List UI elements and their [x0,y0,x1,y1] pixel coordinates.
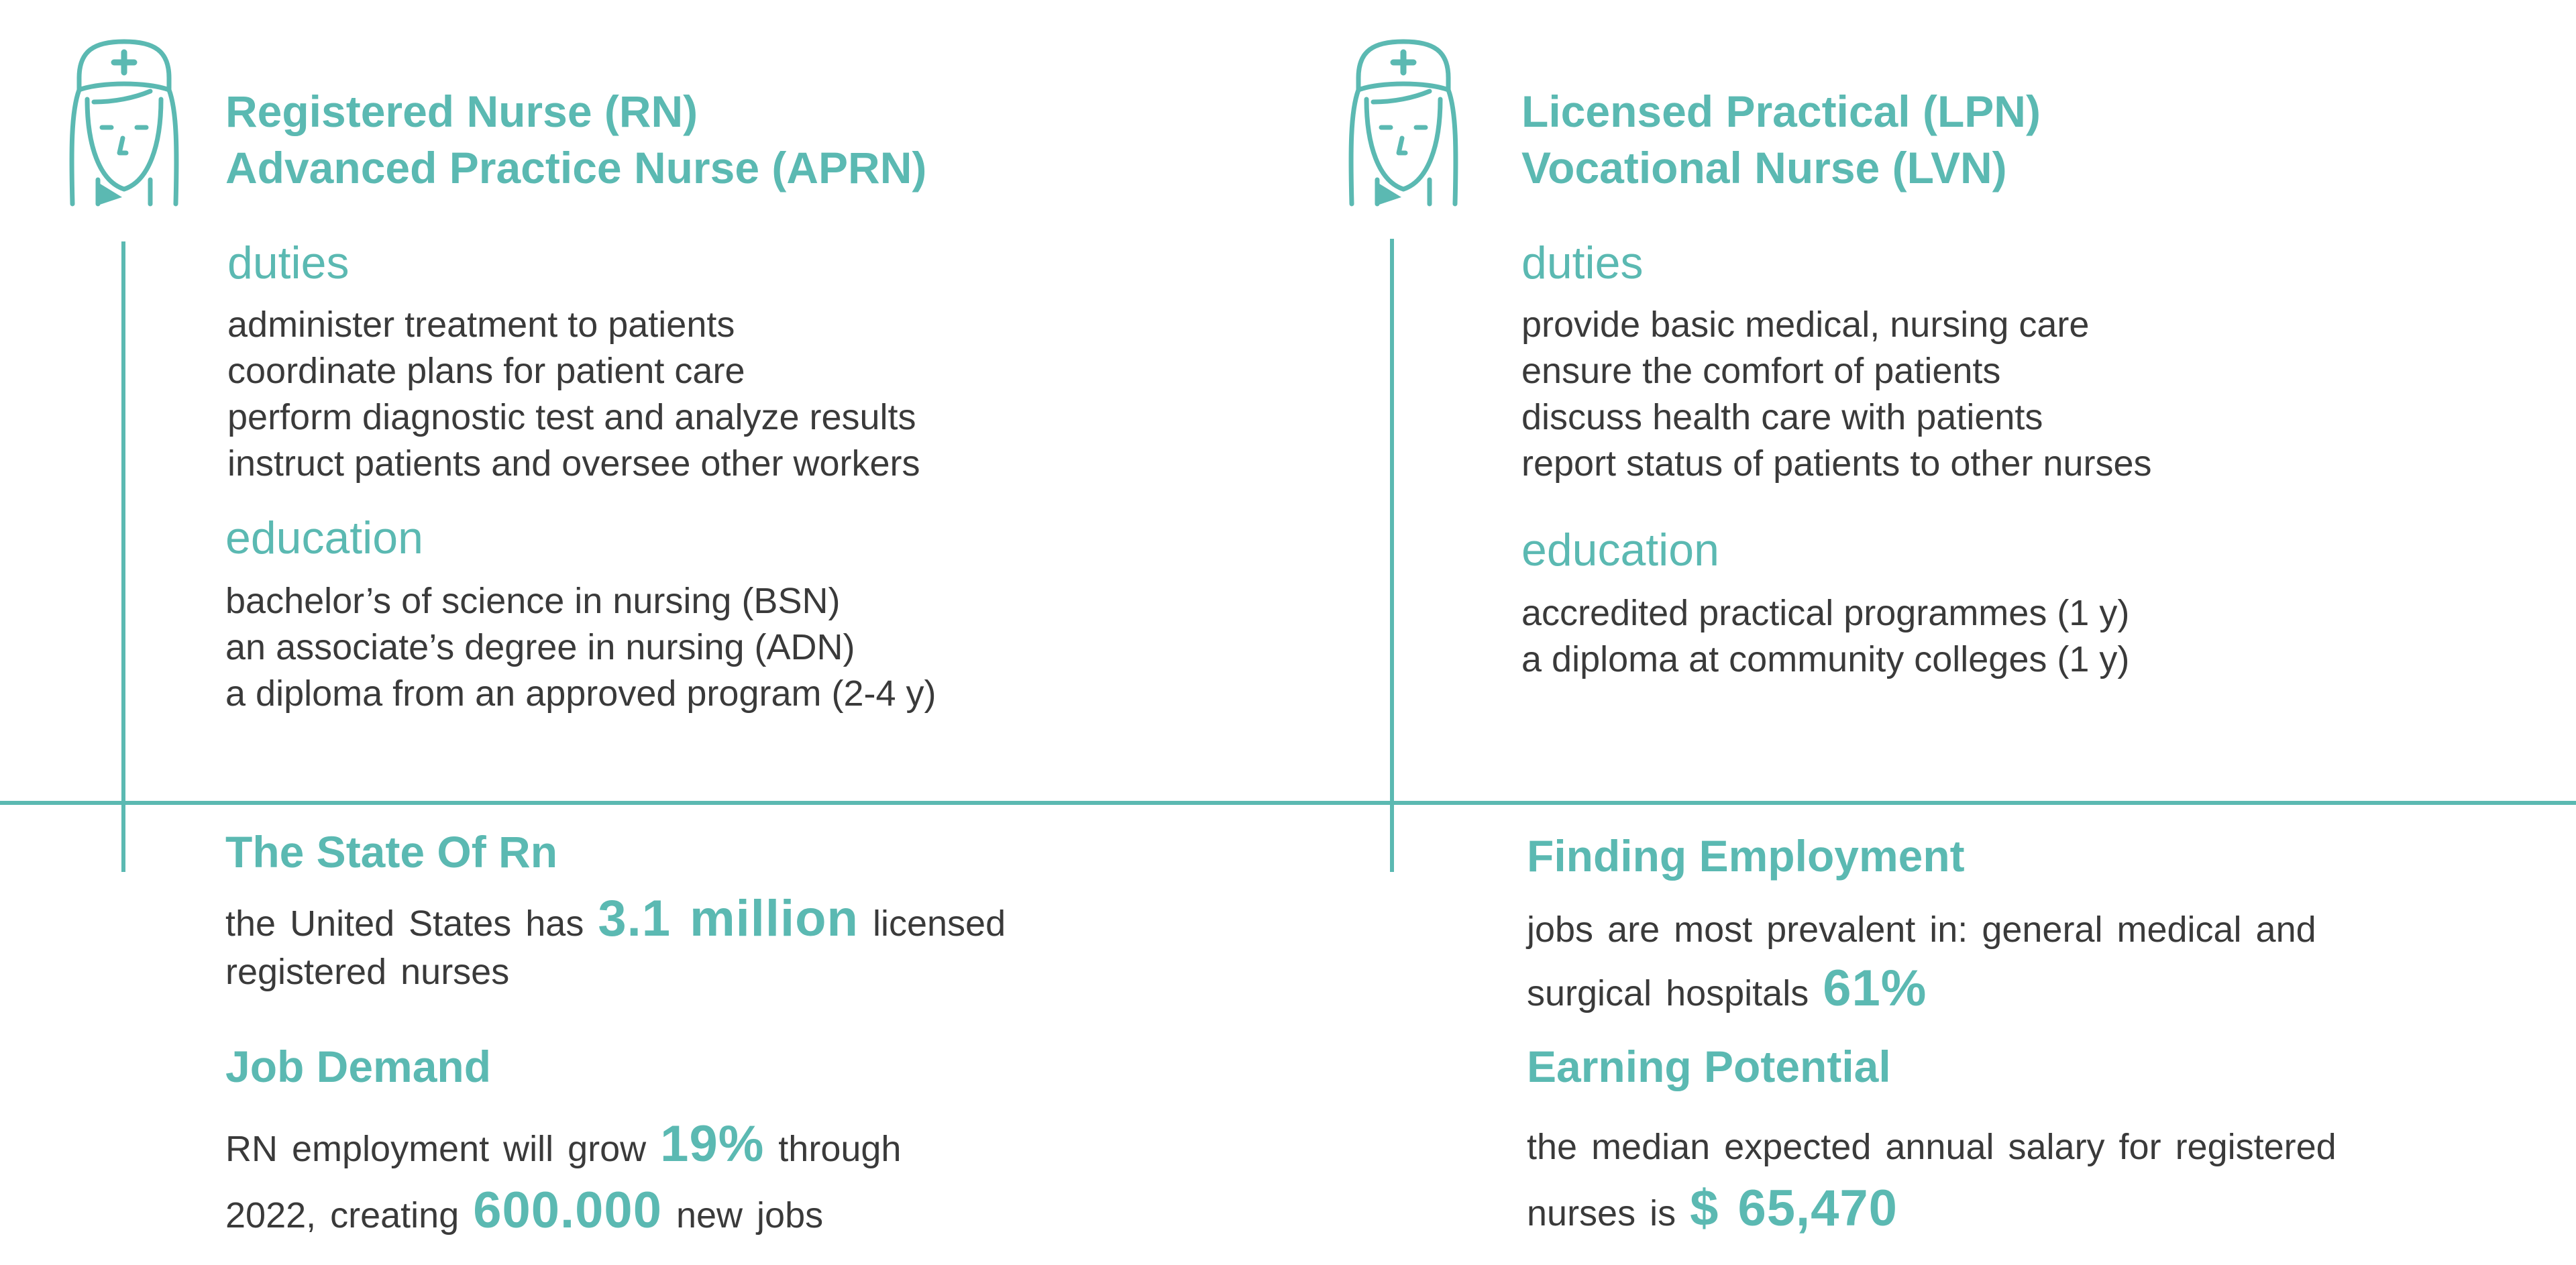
lpn-title-line2: Vocational Nurse (LVN) [1521,143,2007,192]
list-item: administer treatment to patients [227,305,735,345]
list-item: a diploma at community colleges (1 y) [1521,639,2130,679]
list-item: coordinate plans for patient care [227,351,745,391]
list-item: instruct patients and oversee other workers [227,443,920,484]
state-of-rn-text-after: licensed registered nurses [225,903,1006,992]
rn-education-label: education [225,512,423,563]
state-of-rn-heading: The State Of Rn [225,827,558,877]
rn-duties-list [227,302,920,487]
list-item: perform diagnostic test and analyze results [227,397,916,437]
job-demand-heading: Job Demand [225,1042,492,1091]
state-of-rn-text-before: the United States has [225,903,598,944]
right-vertical-divider [1390,239,1394,872]
job-demand-text-2: through 2022, creating [225,1129,902,1235]
earning-potential-text-before: the median expected annual salary for registered nurses is [1527,1127,2337,1233]
state-of-rn-highlight: 3.1 million [598,890,859,947]
earning-potential-text [1527,1116,2399,1244]
list-item: ensure the comfort of patients [1521,351,2001,391]
lpn-education-list [1521,590,2129,683]
list-item: discuss health care with patients [1521,397,2043,437]
rn-title [225,83,926,196]
list-item: bachelor’s of science in nursing (BSN) [225,581,841,621]
rn-title-line2: Advanced Practice Nurse (APRN) [225,143,927,192]
lpn-title [1521,83,2041,196]
earning-potential-heading: Earning Potential [1527,1042,1891,1091]
list-item: report status of patients to other nurses [1521,443,2152,484]
nurse-icon [1346,38,1460,209]
lpn-education-label: education [1521,525,1719,575]
job-demand-text-3: new jobs [661,1195,824,1235]
finding-employment-text [1527,900,2399,1023]
job-demand-highlight-2: 600.000 [473,1182,662,1239]
finding-employment-text-before: jobs are most prevalent in: general medical and surgical hospitals [1527,910,2316,1013]
job-demand-highlight-1: 19% [660,1115,765,1172]
job-demand-text [225,1113,990,1246]
state-of-rn-text [225,890,1091,996]
finding-employment-highlight: 61% [1823,960,1927,1017]
nurse-icon [67,38,181,209]
lpn-title-line1: Licensed Practical (LPN) [1521,87,2041,136]
list-item: accredited practical programmes (1 y) [1521,593,2130,633]
rn-education-list [225,578,936,717]
list-item: an associate’s degree in nursing (ADN) [225,627,855,667]
rn-title-line1: Registered Nurse (RN) [225,87,698,136]
earning-potential-highlight: $ 65,470 [1690,1180,1898,1237]
list-item: provide basic medical, nursing care [1521,305,2090,345]
finding-employment-heading: Finding Employment [1527,831,1965,881]
rn-duties-label: duties [227,237,350,288]
lpn-duties-list [1521,302,2152,487]
lpn-duties-label: duties [1521,237,1644,288]
left-vertical-divider [121,241,125,872]
job-demand-text-1: RN employment will grow [225,1129,661,1169]
list-item: a diploma from an approved program (2-4 y) [225,673,936,714]
horizontal-divider [0,801,2576,805]
